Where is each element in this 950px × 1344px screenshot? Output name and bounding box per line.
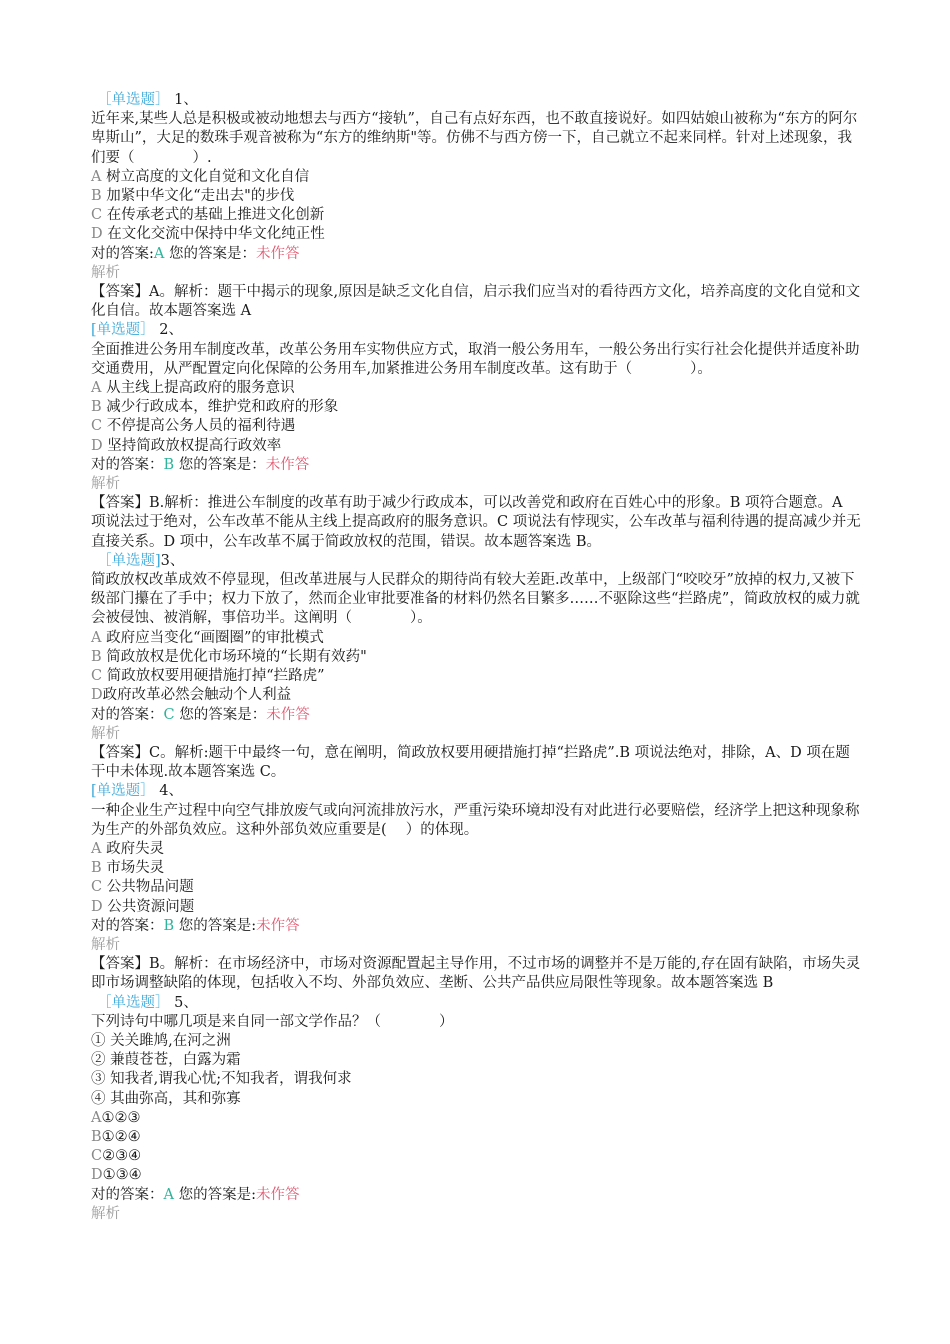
option-a[interactable] (91, 840, 861, 859)
option-letter: C (91, 1148, 103, 1165)
correct-answer-value: A (163, 1186, 174, 1203)
poem-line-4: ④ 其曲弥高，其和弥寡 (91, 1090, 241, 1107)
your-answer-value: 未作答 (255, 245, 300, 262)
option-d[interactable] (91, 686, 861, 705)
option-d[interactable] (91, 1166, 861, 1185)
option-letter: C (91, 668, 103, 685)
option-text: 政府应当变化“画圈圈”的审批模式 (106, 629, 324, 646)
option-letter: B (91, 399, 102, 416)
correct-answer-label: 对的答案： (91, 917, 164, 934)
your-answer-label: 您的答案是： (164, 245, 256, 262)
analysis-text: 【答案】B。解析：在市场经济中，市场对资源配置起主导作用，不过市场的调整并不是万能的,存在固有缺陷，市场失灵即市场调整缺陷的体现，包括收入不均、外部负效应、垄断、公共产品供应局限性等现象。故本题答案选 B (91, 956, 861, 992)
answer-line (91, 706, 861, 725)
option-text: 简政放权是优化市场环境的“长期有效药" (106, 648, 367, 665)
option-letter: A (91, 629, 102, 646)
question-number: 1、 (174, 92, 198, 108)
question-number: 3、 (160, 552, 185, 569)
option-letter: D (91, 687, 103, 704)
option-letter: B (91, 648, 102, 665)
option-letter: D (91, 226, 103, 243)
analysis-toggle[interactable]: 解析 (91, 264, 120, 281)
option-text: 不停提高公务人员的福利待遇 (106, 418, 296, 435)
option-letter: D (91, 1167, 103, 1184)
option-c[interactable] (91, 1147, 861, 1166)
analysis-toggle[interactable]: 解析 (91, 1205, 120, 1222)
option-d[interactable] (91, 898, 861, 917)
correct-answer-value: B (163, 456, 175, 473)
option-text: 树立高度的文化自觉和文化自信 (106, 168, 310, 185)
option-a[interactable] (91, 168, 861, 187)
option-text: 从主线上提高政府的服务意识 (106, 380, 295, 397)
poem-line-3: ③ 知我者,谓我心忧;不知我者，谓我何求 (91, 1071, 352, 1088)
correct-answer-value: C (163, 706, 175, 723)
option-letter: A (91, 840, 102, 857)
option-c[interactable] (91, 417, 861, 436)
option-text: 减少行政成本，维护党和政府的形象 (106, 399, 339, 416)
analysis-toggle[interactable]: 解析 (91, 725, 120, 742)
question-header (91, 782, 861, 801)
correct-answer-label: 对的答案： (91, 456, 164, 473)
option-c[interactable] (91, 206, 861, 225)
option-b[interactable] (91, 1128, 861, 1147)
your-answer-value: 未作答 (255, 1186, 300, 1203)
option-letter: A (91, 380, 102, 397)
question-4 (91, 782, 861, 993)
option-a[interactable] (91, 629, 861, 648)
option-text: 在文化交流中保持中华文化纯正性 (107, 226, 325, 243)
option-letter: D (91, 437, 103, 454)
option-text: 政府失灵 (106, 840, 165, 857)
question-stem: 一种企业生产过程中向空气排放废气或向河流排放污水，严重污染环境却没有对此进行必要赔偿，经济学上把这种现象称为生产的外部负效应。这种外部负效应重要是( ）的体现。 (91, 802, 860, 838)
option-b[interactable] (91, 859, 861, 878)
option-letter: B (91, 1128, 102, 1145)
option-b[interactable] (91, 398, 861, 417)
correct-answer-value: A (153, 245, 165, 262)
poem-line-2: ② 兼葭苍苍，白露为霜 (91, 1052, 241, 1069)
your-answer-label: 您的答案是： (174, 456, 266, 473)
option-text: 加紧中华文化“走出去"的步伐 (106, 188, 295, 205)
answer-line (91, 917, 861, 936)
analysis-toggle[interactable]: 解析 (91, 936, 120, 953)
correct-answer-label: 对的答案： (91, 1186, 164, 1203)
option-letter: C (91, 879, 103, 896)
answer-line (91, 245, 861, 264)
your-answer-value: 未作答 (256, 917, 300, 934)
question-5 (91, 994, 861, 1224)
analysis-text: 【答案】B.解析：推进公车制度的改革有助于减少行政成本，可以改善党和政府在百姓心中的形象。B 项符合题意。A 项说法过于绝对，公车改革不能从主线上提高政府的服务意识。C 项说法有悖现实，公车改革与福利待遇的提高减少并无直接关系。D 项中，公车改革不属于简政放权的范围，错误。故本题答案选 B。 (91, 495, 861, 550)
question-type-tag: [单选题］ (91, 783, 155, 800)
your-answer-label: 您的答案是： (174, 706, 267, 723)
option-b[interactable] (91, 187, 861, 206)
your-answer-value: 未作答 (266, 706, 310, 723)
analysis-toggle[interactable]: 解析 (91, 476, 120, 493)
option-text: 简政放权要用硬措施打掉“拦路虎” (106, 668, 325, 685)
option-text: 公共物品问题 (106, 879, 194, 896)
option-a[interactable] (91, 1109, 861, 1128)
option-letter: C (91, 207, 103, 224)
question-number: 2、 (159, 322, 184, 339)
option-letter: B (91, 188, 102, 205)
poem-line-1: ① 关关雎鸠,在河之洲 (91, 1032, 231, 1049)
question-1 (91, 91, 861, 321)
question-header (91, 994, 861, 1013)
answer-line (91, 1186, 861, 1205)
option-text: 在传承老式的基础上推进文化创新 (106, 207, 325, 224)
question-stem: 近年来,某些人总是积极或被动地想去与西方“接轨”，自己有点好东西，也不敢直接说好。如四姑娘山被称为“东方的阿尔卑斯山”，大足的数珠手观音被称为“东方的维纳斯"等。仿佛不与西方傍一下，自己就立不起来同样。针对上述现象，我们要（ ）. (91, 111, 858, 166)
analysis-text: 【答案】A。解析：题干中揭示的现象,原因是缺乏文化自信，启示我们应当对的看待西方文化，培养高度的文化自觉和文化自信。故本题答案选 A (91, 284, 861, 320)
option-letter: A (91, 1109, 102, 1126)
option-text: ②③④ (102, 1148, 142, 1165)
question-3 (91, 552, 861, 782)
question-header (91, 552, 861, 571)
correct-answer-label: 对的答案： (91, 706, 164, 723)
option-d[interactable] (91, 437, 861, 456)
question-number: 5、 (174, 994, 198, 1011)
your-answer-label: 您的答案是: (173, 1186, 256, 1203)
question-number: 4、 (159, 783, 184, 800)
question-list (91, 91, 861, 1224)
question-type-tag: [单选题］ (91, 322, 155, 339)
question-stem: 全面推进公务用车制度改革，改革公务用车实物供应方式，取消一般公务用车，一般公务出行实行社会化提供并适度补助交通费用，从严配置定向化保障的公务用车,加紧推进公务用车制度改革。这有助于（ ）。 (91, 341, 860, 377)
option-letter: B (91, 860, 102, 877)
option-letter: A (91, 168, 102, 185)
option-text: ①②③ (101, 1109, 141, 1126)
option-text: 市场失灵 (106, 860, 165, 877)
option-text: 政府改革必然会触动个人利益 (102, 687, 292, 704)
option-c[interactable] (91, 667, 861, 686)
option-text: 坚持简政放权提高行政效率 (107, 437, 282, 454)
correct-answer-label: 对的答案: (91, 245, 154, 262)
option-text: ①③④ (102, 1167, 142, 1184)
question-2 (91, 321, 861, 551)
question-type-tag: ［单选题］ (97, 994, 170, 1011)
analysis-text: 【答案】C。解析:题干中最终一句，意在阐明，简政放权要用硬措施打掉“拦路虎”.B 项说法绝对，排除，A、D 项在题干中未体现.故本题答案选 C。 (91, 744, 850, 781)
correct-answer-value: B (163, 917, 175, 934)
option-text: ①②④ (101, 1128, 141, 1145)
option-text: 公共资源问题 (107, 898, 195, 915)
question-stem: 下列诗句中哪几项是来自同一部文学作品？（ ） (91, 1013, 454, 1030)
option-letter: D (91, 898, 103, 915)
question-header (91, 91, 861, 110)
question-type-tag: ［单选题］ (97, 92, 170, 108)
option-c[interactable] (91, 878, 861, 897)
answer-line (91, 456, 861, 475)
option-a[interactable] (91, 379, 861, 398)
question-type-tag: ［单选题] (97, 552, 161, 569)
your-answer-value: 未作答 (265, 456, 310, 473)
option-letter: C (91, 418, 103, 435)
option-b[interactable] (91, 648, 861, 667)
option-d[interactable] (91, 225, 861, 244)
your-answer-label: 您的答案是: (174, 917, 257, 934)
question-stem: 简政放权改革成效不停显现，但改革进展与人民群众的期待尚有较大差距.改革中，上级部门“咬咬牙”放掉的权力,又被下级部门攥在了手中；权力下放了，然而企业审批要准备的材料仍然名目繁多……不驱除这些“拦路虎”，简政放权的威力就会被侵蚀、被消解，事倍功半。这阐明（ ）。 (91, 572, 860, 627)
question-header (91, 321, 861, 340)
